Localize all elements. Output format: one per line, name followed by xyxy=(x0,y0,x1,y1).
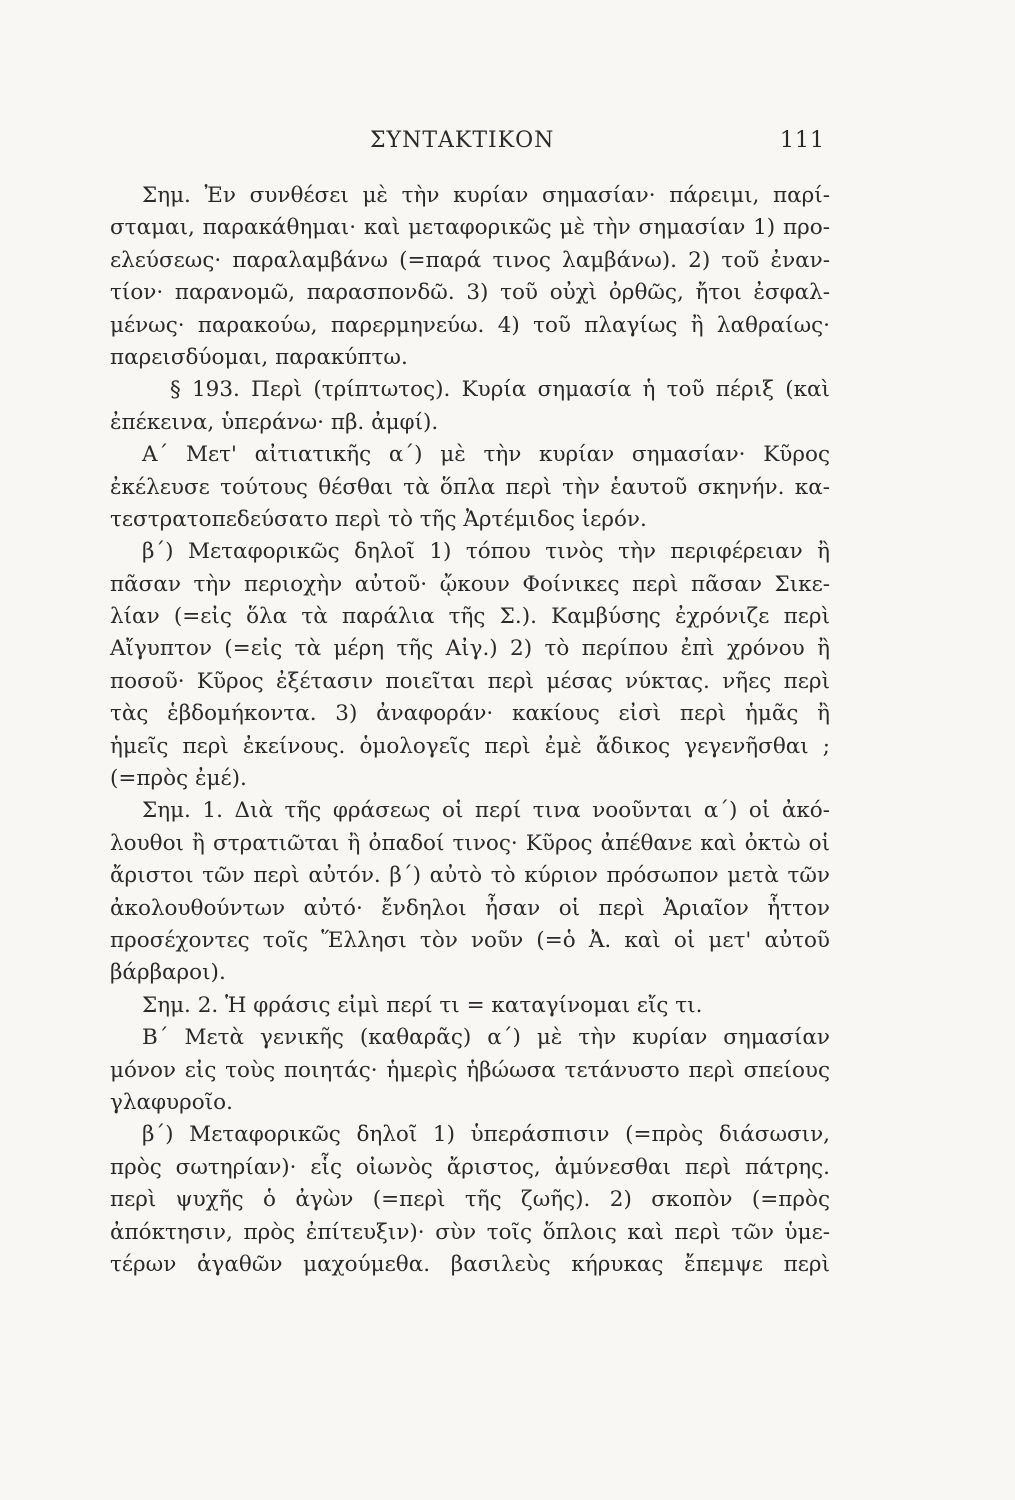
text-line: ἡμεῖς περὶ ἐκείνους. ὁμολογεῖς περὶ ἐμὲ ἄδικος γεγενῆσθαι ; xyxy=(110,733,830,759)
text-line: τίον· παρανομῶ, παρασπονδῶ. 3) τοῦ οὐχὶ ὀρθῶς, ἤτοι ἐσφαλ- xyxy=(110,280,830,306)
text-line: § 193. Περὶ (τρίπτωτος). Κυρία σημασία ἡ τοῦ πέριξ (καὶ xyxy=(170,377,830,403)
text-line: ελεύσεως· παραλαμβάνω (=παρά τινος λαμβάνω). 2) τοῦ ἐναν- xyxy=(110,247,830,273)
text-line: Σημ. Ἐν συνθέσει μὲ τὴν κυρίαν σημασίαν· πάρειμι, παρί- xyxy=(142,183,830,208)
text-line: μένως· παρακούω, παρερμηνεύω. 4) τοῦ πλαγίως ἢ λαθραίως· xyxy=(110,312,830,338)
text-line: τεστρατοπεδεύσατο περὶ τὸ τῆς Ἀρτέμιδος ἱερόν. xyxy=(110,506,647,532)
text-line: βάρβαροι). xyxy=(110,960,226,986)
text-line: πρὸς σωτηρίαν)· εἷς οἰωνὸς ἄριστος, ἀμύνεσθαι περὶ πάτρης. xyxy=(110,1154,830,1180)
text-line: β΄) Μεταφορικῶς δηλοῖ 1) τόπου τινὸς τὴν περιφέρειαν ἢ xyxy=(142,539,830,565)
text-line: περὶ ψυχῆς ὁ ἀγὼν (=περὶ τῆς ζωῆς). 2) σκοπὸν (=πρὸς xyxy=(110,1187,830,1213)
text-line: τέρων ἀγαθῶν μαχούμεθα. βασιλεὺς κήρυκας ἔπεμψε περὶ xyxy=(110,1251,830,1277)
text-line: Αἴγυπτον (=εἰς τὰ μέρη τῆς Αἰγ.) 2) τὸ περίπου ἐπὶ χρόνου ἢ xyxy=(110,636,830,662)
text-line: Β΄ Μετὰ γενικῆς (καθαρᾶς) α΄) μὲ τὴν κυρίαν σημασίαν xyxy=(142,1025,830,1051)
text-line: ἀπόκτησιν, πρὸς ἐπίτευξιν)· σὺν τοῖς ὅπλοις καὶ περὶ τῶν ὑμε- xyxy=(110,1219,830,1245)
text-line: λίαν (=εἰς ὅλα τὰ παράλια τῆς Σ.). Καμβύσης ἐχρόνιζε περὶ xyxy=(110,604,830,630)
text-line: Α΄ Μετ' αἰτιατικῆς α΄) μὲ τὴν κυρίαν σημασίαν· Κῦρος xyxy=(142,442,830,468)
text-line: τὰς ἑβδομήκοντα. 3) ἀναφοράν· κακίους εἰσὶ περὶ ἡμᾶς ἢ xyxy=(110,701,830,727)
page-number: 111 xyxy=(780,128,825,153)
running-title: ΣΥΝΤΑΚΤΙΚΟΝ xyxy=(370,128,555,153)
text-line: ἐπέκεινα, ὑπεράνω· πβ. ἀμφί). xyxy=(110,409,439,435)
text-line: μόνον εἰς τοὺς ποιητάς· ἡμερὶς ἡβώωσα τετάνυστο περὶ σπείους xyxy=(110,1057,830,1083)
running-head xyxy=(0,122,1015,162)
text-line: Σημ. 2. Ἡ φράσις εἰμὶ περί τι = καταγίνομαι εἴς τι. xyxy=(142,992,703,1018)
text-line: γλαφυροῖο. xyxy=(110,1089,233,1115)
text-line: ἀκολουθούντων αὐτό· ἔνδηλοι ἦσαν οἱ περὶ Ἀριαῖον ἧττον xyxy=(110,895,830,921)
text-line: λουθοι ἢ στρατιῶται ἢ ὀπαδοί τινος· Κῦρος ἀπέθανε καὶ ὀκτὼ οἱ xyxy=(110,830,830,856)
text-line: ποσοῦ· Κῦρος ἐξέτασιν ποιεῖται περὶ μέσας νύκτας. νῆες περὶ xyxy=(110,668,830,694)
text-line: πᾶσαν τὴν περιοχὴν αὐτοῦ· ᾤκουν Φοίνικες περὶ πᾶσαν Σικε- xyxy=(110,571,830,597)
body-text xyxy=(110,180,830,1281)
text-line: σταμαι, παρακάθημαι· καὶ μεταφορικῶς μὲ τὴν σημασίαν 1) προ- xyxy=(110,215,830,241)
text-line: Σημ. 1. Διὰ τῆς φράσεως οἱ περί τινα νοοῦνται α΄) οἱ ἀκό- xyxy=(142,798,830,824)
text-line: παρεισδύομαι, παρακύπτω. xyxy=(110,344,408,370)
text-line: (=πρὸς ἐμέ). xyxy=(110,766,247,792)
text-line: προσέχοντες τοῖς Ἕλλησι τὸν νοῦν (=ὁ Ἀ. καὶ οἱ μετ' αὐτοῦ xyxy=(110,927,830,953)
text-line: ἐκέλευσε τούτους θέσθαι τὰ ὅπλα περὶ τὴν ἑαυτοῦ σκηνήν. κα- xyxy=(110,474,830,500)
text-line: β΄) Μεταφορικῶς δηλοῖ 1) ὑπεράσπισιν (=πρὸς διάσωσιν, xyxy=(142,1122,830,1148)
text-line: ἄριστοι τῶν περὶ αὐτόν. β΄) αὐτὸ τὸ κύριον πρόσωπον μετὰ τῶν xyxy=(110,863,830,889)
